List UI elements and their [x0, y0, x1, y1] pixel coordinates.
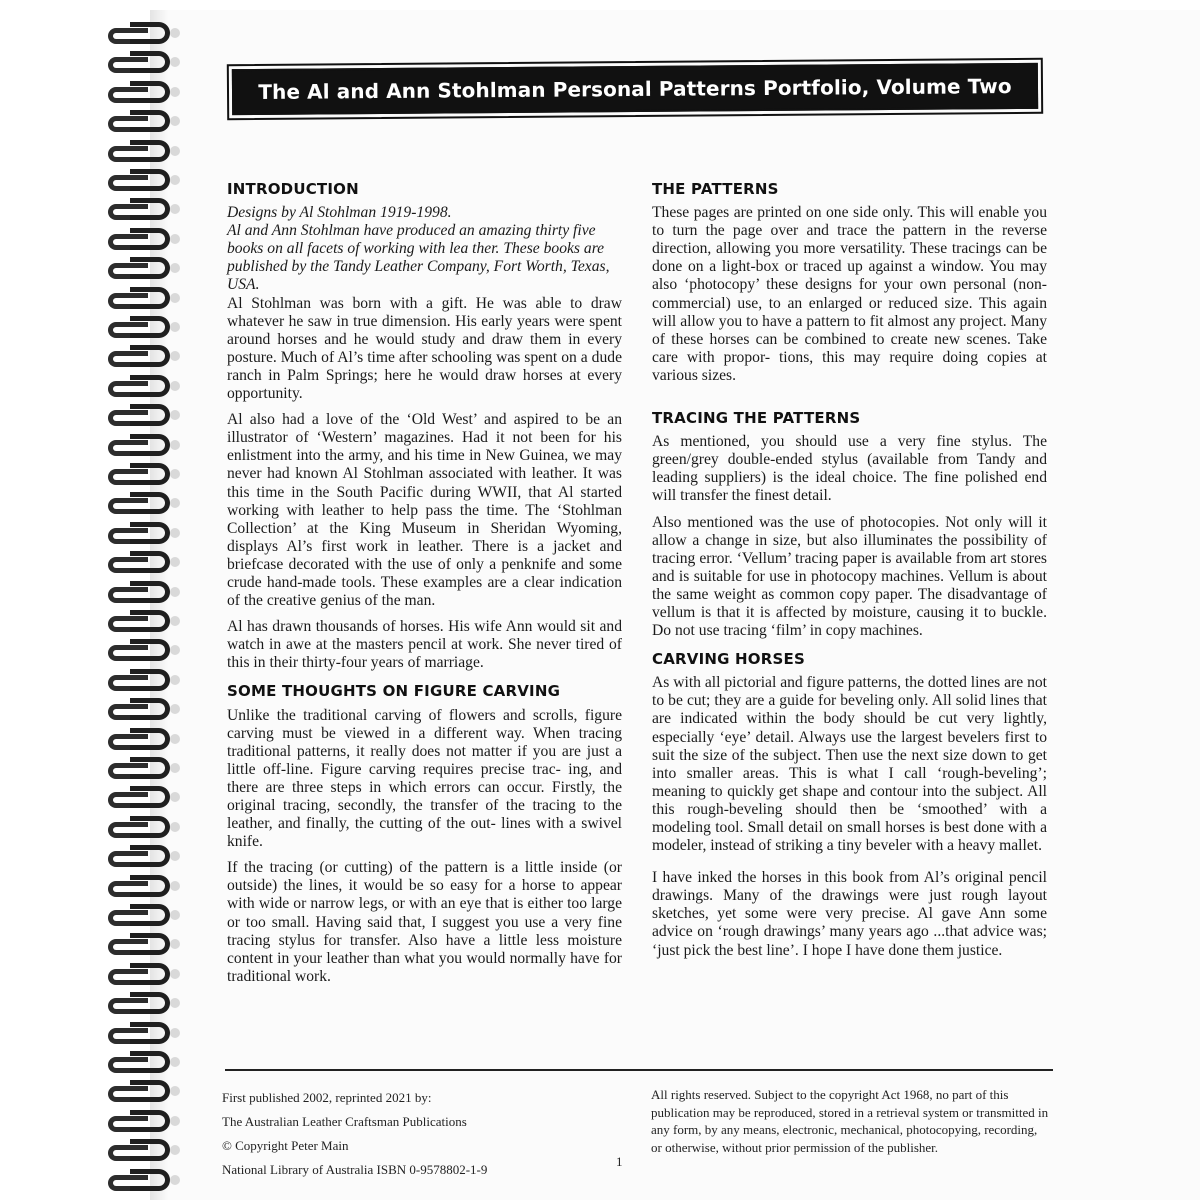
figure-carving-heading: SOME THOUGHTS ON FIGURE CARVING — [227, 682, 561, 701]
binding-coil — [108, 287, 178, 313]
binding-coil — [108, 257, 178, 283]
publication-info — [222, 1086, 622, 1182]
binding-coil — [108, 904, 178, 930]
intro-paragraph: Al also had a love of the ‘Old West’ and aspired to be an illustrator of ‘Western’ magazines. Had it not been for his enlistment into the army, and his time in New Guinea, we may never had known Al Stohlman associated with leather. It was this time in the South Pacific during WWII, that Al started working with leather to help pass the time. The ‘Stohlman Collection’ at the King Museum in Sheridan Wyoming, displays Al’s first work in leather. There is a jacket and briefcase decorated with the use of only a penknife and some crude hand-made tools. These examples are a clear indication of the creative genius of the man. — [227, 411, 622, 610]
binding-coil — [108, 786, 178, 812]
binding-coil — [108, 169, 178, 195]
binding-coil — [108, 22, 178, 48]
carving-horses-paragraph: I have inked the horses in this book from Al’s original pencil drawings. Many of the drawings were just rough layout sketches, yet some were very precise. Al gave Ann some advice on ‘rough drawings’ many years ago ...that advice was; ‘just pick the best line’. I hope I have done them justice. — [652, 869, 1047, 959]
binding-coil — [108, 51, 178, 77]
binding-coil — [108, 728, 178, 754]
binding-coil — [108, 404, 178, 430]
binding-coil — [108, 757, 178, 783]
binding-coil — [108, 1080, 178, 1106]
binding-coil — [108, 963, 178, 989]
introduction-heading: INTRODUCTION — [227, 180, 359, 198]
binding-coil — [108, 698, 178, 724]
binding-coil — [108, 669, 178, 695]
binding-coil — [108, 581, 178, 607]
binding-coil — [108, 198, 178, 224]
figure-carving-paragraph: If the tracing (or cutting) of the pattern is a little inside (or outside) the lines, it would be so easy for a horse to appear with wide or narrow legs, or with an eye that is either too large or too small. Having said that, I suggest you use a very fine tracing stylus for transfer. Also have a little less moisture content in your leather than what you would normally have for traditional work. — [227, 859, 622, 985]
binding-coil — [108, 1022, 178, 1048]
binding-coil — [108, 845, 178, 871]
binding-coil — [108, 375, 178, 401]
page-number: 1 — [616, 1154, 623, 1169]
binding-coil — [108, 551, 178, 577]
publication-line: The Australian Leather Craftsman Publications — [222, 1114, 467, 1129]
binding-coil — [108, 492, 178, 518]
carving-horses-heading: CARVING HORSES — [652, 650, 805, 669]
copyright-line: © Copyright Peter Main — [222, 1138, 349, 1153]
binding-coil — [108, 463, 178, 489]
figure-carving-paragraph: Unlike the traditional carving of flowers and scrolls, figure carving must be viewed in a different way. When tracing traditional patterns, it really does not matter if you are just a little off-line. Figure carving requires precise trac- ing, and there are three steps in which errors can occur. Firstly, the original tracing, secondly, the transfer of the tracing to the leather, and finally, the cutting of the out- lines with a swivel knife. — [227, 706, 622, 851]
binding-coil — [108, 228, 178, 254]
left-column — [227, 180, 622, 994]
publication-line: First published 2002, reprinted 2021 by: — [222, 1090, 432, 1105]
right-column — [652, 180, 1047, 968]
binding-coil — [108, 1110, 178, 1136]
rights-notice: All rights reserved. Subject to the copyright Act 1968, no part of this publication may be reproduced, stored in a retrieval system or transmitted in any form, by any means, electronic, mechanical, photocopying, recording, or otherwise, without prior permission of the publisher. — [651, 1087, 1049, 1155]
binding-coil — [108, 522, 178, 548]
binding-coil — [108, 1139, 178, 1165]
binding-coil — [108, 1051, 178, 1077]
binding-coil — [108, 610, 178, 636]
tracing-paragraph: As mentioned, you should use a very fine stylus. The green/grey double-ended stylus (available from Tandy and leading suppliers) is the ideal choice. The fine polished end will transfer the finest detail. — [652, 433, 1047, 505]
binding-coil — [108, 345, 178, 371]
intro-paragraph: Al has drawn thousands of horses. His wife Ann would sit and watch in awe at the masters pencil at work. She never tired of this in their thirty-four years of marriage. — [227, 618, 622, 672]
footer-divider — [225, 1069, 1053, 1071]
binding-coil — [108, 992, 178, 1018]
page-title: The Al and Ann Stohlman Personal Patterns Portfolio, Volume Two — [258, 74, 1012, 104]
binding-coil — [108, 639, 178, 665]
tracing-paragraph: Also mentioned was the use of photocopies. Not only will it allow a change in size, but also illuminates the possibility of tracing error. ‘Vellum’ tracing paper is available from art stores and is suitable for use in photocopy machines. Vellum is about the same weight as common copy paper. The disadvantage of vellum is that it is affected by moisture, causing it to buckle. Do not use tracing ‘film’ in copy machines. — [652, 513, 1047, 640]
patterns-heading: THE PATTERNS — [652, 180, 779, 198]
binding-coil — [108, 434, 178, 460]
binding-coil — [108, 81, 178, 107]
isbn-line: National Library of Australia ISBN 0-9578802-1-9 — [222, 1162, 488, 1177]
title-banner — [232, 63, 1038, 115]
binding-coil — [108, 316, 178, 342]
intro-paragraph: Al Stohlman was born with a gift. He was able to draw whatever he saw in true dimension. His early years were spent around horses and he would study and draw them in every posture. Much of Al’s time after schooling was spent on a dude ranch in Palm Springs; here he would draw horses at every opportunity. — [227, 294, 622, 403]
binding-coil — [108, 110, 178, 136]
tracing-heading: TRACING THE PATTERNS — [652, 409, 861, 428]
binding-coil — [108, 140, 178, 166]
binding-coil — [108, 816, 178, 842]
carving-horses-paragraph: As with all pictorial and figure patterns, the dotted lines are not to be cut; they are a guide for beveling only. All solid lines that are indicated within the body should be cut very lightly, especially ‘eye’ detail. Always use the largest bevelers first to suit the size of the subject. Then use the next size down to get into smaller areas. This is what I call ‘rough-beveling’; meaning to quickly get shape and contour into the subject. All this rough-beveling should then be ‘smoothed’ with a modeling tool. Small detail on small horses is best done with a modeler, instead of striking a tiny beveler with a heavy mallet. — [652, 674, 1047, 855]
patterns-paragraph: These pages are printed on one side only. This will enable you to turn the page over and trace the pattern in the reverse direction, allowing you more versatility. These tracings can be done on a light-box or traced up against a window. You may also ‘photocopy’ these designs for your own personal (non-commercial) use, to an enlarged or reduced size. This again will allow you to have a pattern to fit almost any project. Many of these horses can be combined to create new scenes. Take care with propor- tions, this may require doing copies at various sizes. — [652, 204, 1047, 384]
intro-italic-line: Designs by Al Stohlman 1919-1998. — [227, 204, 452, 222]
binding-coil — [108, 875, 178, 901]
binding-coil — [108, 1169, 178, 1195]
intro-italic-paragraph: Al and Ann Stohlman have produced an amazing thirty five books on all facets of working with lea ther. These books are published by the Tandy Leather Company, Fort Worth, Texas, USA. — [227, 222, 610, 294]
binding-coil — [108, 933, 178, 959]
